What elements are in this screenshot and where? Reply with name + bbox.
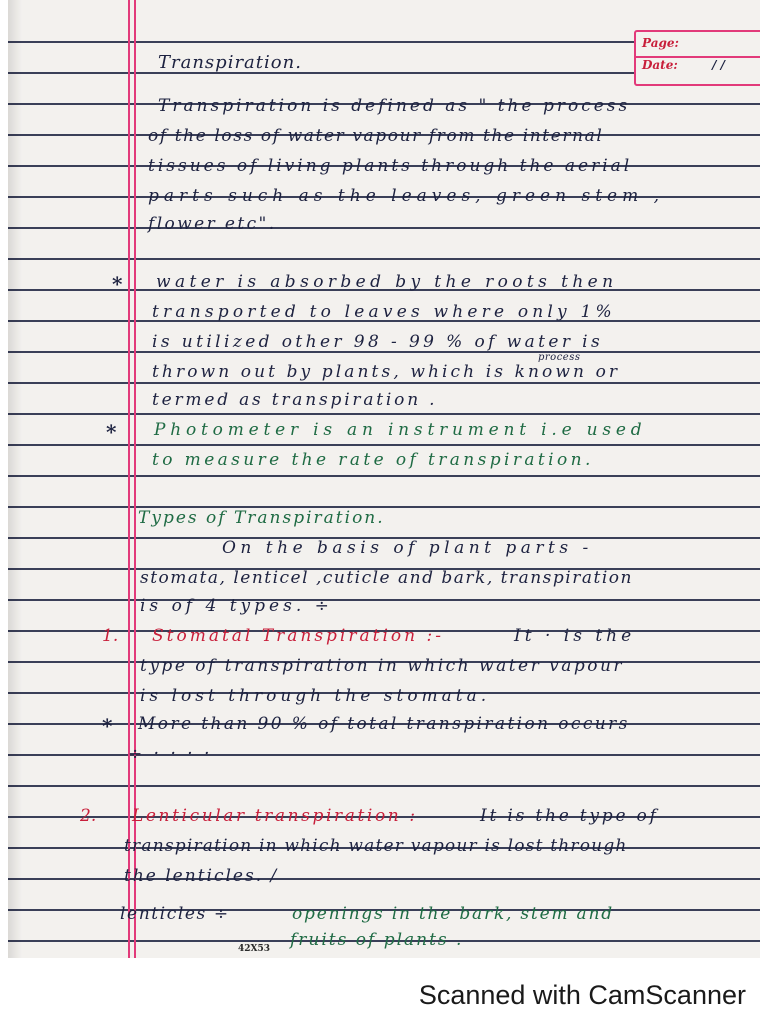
definition-line-2: of the loss of water vapour from the internal bbox=[148, 126, 604, 146]
stomatal-line-1: type of transpiration in which water vapour bbox=[140, 656, 625, 676]
date-label: Date: bbox=[642, 58, 678, 72]
bullet-photometer: * bbox=[106, 420, 117, 444]
notebook-paper bbox=[8, 0, 760, 958]
lenticular-line-2: the lenticles. / bbox=[124, 866, 279, 886]
lenticular-heading: Lenticular transpiration : bbox=[132, 806, 418, 826]
page-title: Transpiration. bbox=[158, 52, 302, 73]
lenticular-first-line-rest: It is the type of bbox=[480, 806, 659, 826]
stomatal-note-cont: ÷ · · · · bbox=[128, 744, 213, 764]
stomatal-note: More than 90 % of total transpiration occurs bbox=[138, 714, 630, 734]
stomatal-heading: Stomatal Transpiration :- bbox=[152, 626, 444, 646]
page-label: Page: bbox=[642, 36, 679, 50]
types-intro-3: is of 4 types. ÷ bbox=[140, 596, 333, 616]
margin-line-left bbox=[128, 0, 130, 958]
stomatal-first-line-rest: It · is the bbox=[514, 626, 636, 646]
lenticular-line-1: transpiration in which water vapour is lost through bbox=[124, 836, 628, 856]
water-line-2: transported to leaves where only 1% bbox=[152, 302, 616, 322]
page-date-stamp bbox=[634, 30, 760, 86]
definition-line-3: tissues of living plants through the aerial bbox=[148, 156, 633, 176]
definition-line-5: flower etc". bbox=[148, 214, 277, 234]
types-intro-2: stomata, lenticel ,cuticle and bark, transpiration bbox=[140, 568, 633, 588]
water-line-1: water is absorbed by the roots then bbox=[156, 272, 618, 292]
lenticular-number: 2. bbox=[80, 806, 97, 826]
pad-code: 42X53 bbox=[238, 944, 271, 954]
types-heading: Types of Transpiration. bbox=[138, 508, 385, 528]
scanner-watermark: Scanned with CamScanner bbox=[418, 980, 746, 1010]
types-intro-1: On the basis of plant parts - bbox=[222, 538, 593, 558]
water-insert: process bbox=[538, 352, 581, 363]
photometer-line-2: to measure the rate of transpiration. bbox=[152, 450, 594, 470]
water-line-5: termed as transpiration . bbox=[152, 390, 438, 410]
lenticles-term: lenticles ÷ bbox=[120, 904, 230, 924]
definition-line-1: Transpiration is defined as " the process bbox=[158, 96, 631, 116]
photometer-line-1: Photometer is an instrument i.e used bbox=[154, 420, 647, 440]
stamp-divider bbox=[636, 56, 760, 58]
stomatal-number: 1. bbox=[102, 626, 119, 646]
bullet-stomatal-note: * bbox=[102, 714, 113, 738]
water-line-3: is utilized other 98 - 99 % of water is bbox=[152, 332, 604, 352]
water-line-4: thrown out by plants, which is known or bbox=[152, 362, 621, 382]
date-value: / / bbox=[711, 58, 725, 72]
definition-line-4: parts such as the leaves, green stem , bbox=[148, 186, 665, 206]
lenticles-line-2: fruits of plants . bbox=[290, 930, 464, 950]
date-row bbox=[642, 58, 725, 72]
bullet-water: * bbox=[112, 272, 123, 296]
stomatal-line-2: is lost through the stomata. bbox=[140, 686, 491, 706]
lenticles-line-1: openings in the bark, stem and bbox=[292, 904, 614, 924]
